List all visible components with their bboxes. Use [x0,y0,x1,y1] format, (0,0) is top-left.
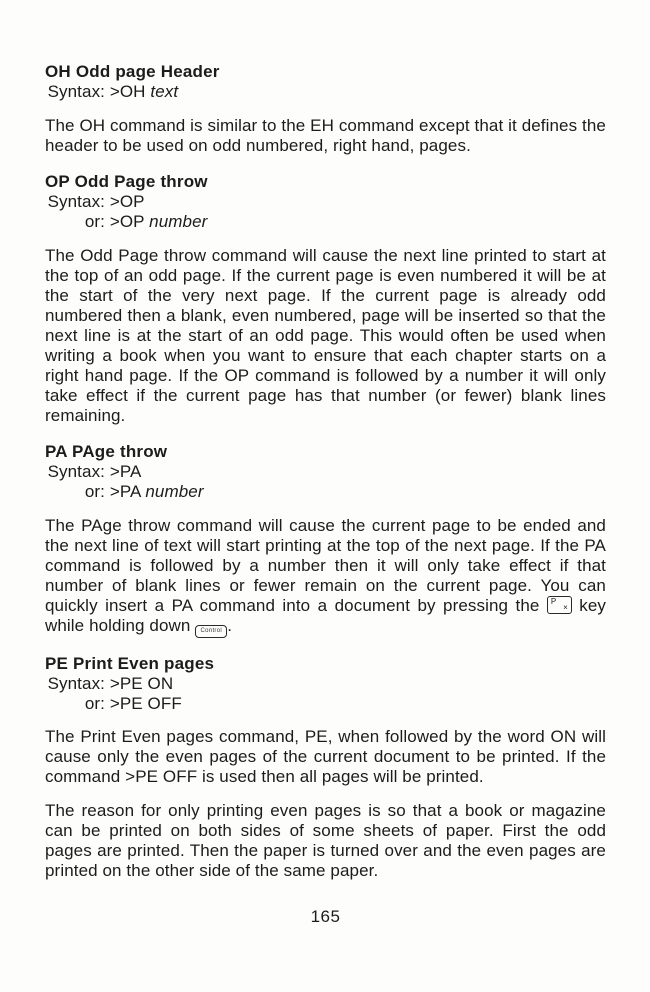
syntax-line-pe [45,674,606,694]
paragraph-pa [45,516,606,638]
heading-oh: OH Odd page Header [45,62,220,81]
section-op [45,172,606,426]
paragraph-oh: The OH command is similar to the EH command except that it defines the header to be used on odd numbered, right hand, pages. [45,116,606,155]
syntax-command: >OP [105,212,150,231]
heading-pe: PE Print Even pages [45,654,215,673]
heading-pa: PA PAge throw [45,442,168,461]
page-number: 165 [310,907,341,926]
syntax-argument: text [150,82,179,101]
syntax-argument: number [145,482,204,501]
syntax-command: >OP [105,192,145,211]
syntax-command: >PE ON [105,674,174,693]
syntax-line-pa [45,462,606,482]
syntax-or-label: or: [84,482,105,501]
syntax-command: >PA [105,482,146,501]
syntax-or-label: or: [84,694,105,713]
syntax-command: >PE OFF [105,694,182,713]
paragraph-text: . [227,616,233,635]
syntax-label: Syntax: [47,674,105,693]
syntax-label: Syntax: [47,462,105,481]
syntax-label: Syntax: [47,82,105,101]
control-key-icon [195,625,227,638]
syntax-argument: number [149,212,208,231]
section-oh [45,62,606,156]
syntax-label: Syntax: [47,192,105,211]
syntax-line-oh [45,82,606,102]
paragraph-pe-2: The reason for only printing even pages is so that a book or magazine can be printed on both sides of some sheets of paper. First the odd pages are printed. Then the paper is turned over and the even pages are printed on the other side of the same paper. [45,801,606,880]
syntax-or-line-op [45,212,606,232]
section-pe [45,654,606,881]
paragraph-pe-1: The Print Even pages command, PE, when followed by the word ON will cause only the even pages of the current document to be printed. If the command >PE OFF is used then all pages will be printed. [45,727,606,786]
syntax-command: >PA [105,462,142,481]
paragraph-text: The PAge throw command will cause the current page to be ended and the next line of text will start printing at the top of the next page. If the PA command is followed by a number then it will only take effect if that number of blank lines or fewer remain on the current page. You can quickly insert a PA command into a document by pressing the [45,516,606,615]
syntax-command: >OH [105,82,151,101]
syntax-or-label: or: [84,212,105,231]
control-key-label: Control [200,628,222,634]
p-key-sublabel: × [563,603,568,612]
p-key-label: P [550,597,557,606]
syntax-or-line-pe [45,694,606,714]
heading-op: OP Odd Page throw [45,172,208,191]
p-key-icon [547,596,572,614]
syntax-line-op [45,192,606,212]
paragraph-op: The Odd Page throw command will cause the next line printed to start at the top of an odd page. If the current page is even numbered it will be at the start of the very next page. If the current page is already odd numbered then a blank, even numbered, page will be inserted so that the next line is at the start of an odd page. This would often be used when writing a book when you want to ensure that each chapter starts on a right hand page. If the OP command is followed by a number it will only take effect if the current page has that number (or fewer) blank lines remaining. [45,246,606,425]
syntax-or-line-pa [45,482,606,502]
section-pa [45,442,606,638]
paragraph-text: key while holding down [45,596,606,635]
